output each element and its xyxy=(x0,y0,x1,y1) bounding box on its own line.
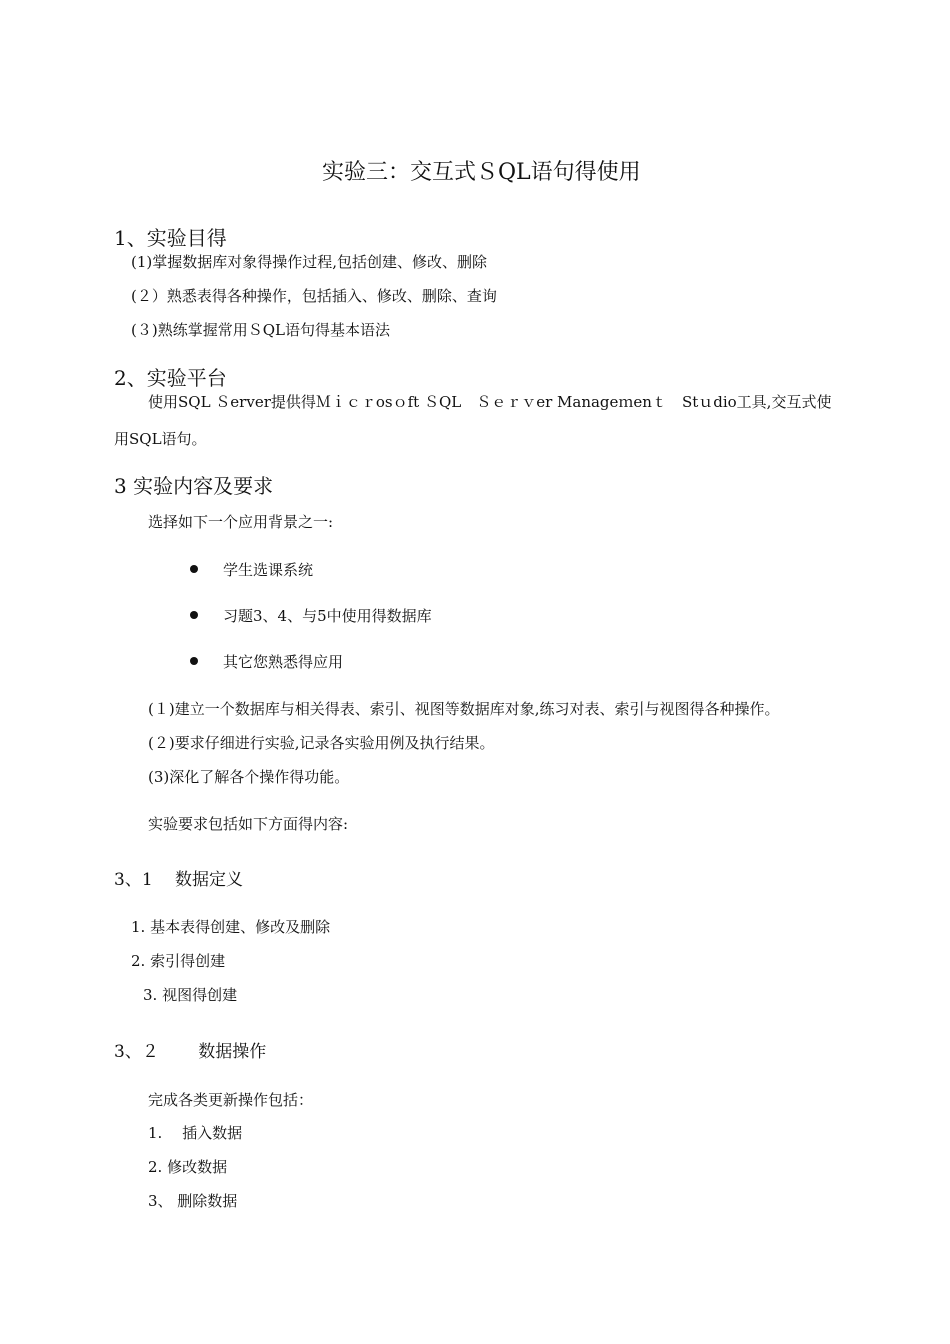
bullet-icon xyxy=(190,657,198,665)
section-2-heading: 2、实验平台 xyxy=(114,366,227,390)
definition-item: 2. 索引得创建 xyxy=(131,952,226,970)
operation-item: 2. 修改数据 xyxy=(148,1158,228,1176)
objective-item: (1)掌握数据库对象得操作过程,包括创建、修改、删除 xyxy=(131,253,488,271)
objective-item: (２）熟悉表得各种操作，包括插入、修改、删除、查询 xyxy=(131,287,497,305)
definition-item: 3. 视图得创建 xyxy=(143,986,238,1004)
bullet-icon xyxy=(190,565,198,573)
section-3-2-heading: 3、２ 数据操作 xyxy=(114,1042,267,1062)
section-3-1-heading: 3、1 数据定义 xyxy=(114,870,244,890)
bullet-item: 习题3、4、与5中使用得数据库 xyxy=(223,607,432,625)
bullet-icon xyxy=(190,611,198,619)
bullet-item: 其它您熟悉得应用 xyxy=(223,653,344,671)
objective-item: (３)熟练掌握常用ＳQL语句得基本语法 xyxy=(131,321,390,339)
section-1-heading: 1、实验目得 xyxy=(114,226,227,250)
requirement-item: (3)深化了解各个操作得功能。 xyxy=(148,768,350,786)
requirement-item: (２)要求仔细进行实验,记录各实验用例及执行结果。 xyxy=(148,734,495,752)
platform-text-line-2: 用SQL语句。 xyxy=(114,430,207,448)
bullet-item: 学生选课系统 xyxy=(223,561,314,579)
requirement-item: (１)建立一个数据库与相关得表、索引、视图等数据库对象,练习对表、索引与视图得各种操作。 xyxy=(148,700,780,718)
definition-item: 1. 基本表得创建、修改及删除 xyxy=(131,918,331,936)
operation-item: 3、 删除数据 xyxy=(148,1192,238,1210)
operation-item: 1. 插入数据 xyxy=(148,1124,243,1142)
page-title: 实验三：交互式ＳQL语句得使用 xyxy=(322,160,641,185)
section-3-intro: 选择如下一个应用背景之一: xyxy=(148,513,334,531)
platform-text-line-1: 使用SQL Ｓerver提供得Ｍｉｃｒosｏft ＳQL Ｓｅｒｖer Manageｍenｔ Stｕdio工具,交互式使 xyxy=(148,393,832,411)
section-3-heading: 3 实验内容及要求 xyxy=(114,474,274,498)
operation-intro: 完成各类更新操作包括： xyxy=(148,1091,314,1109)
requirement-intro: 实验要求包括如下方面得内容: xyxy=(148,815,349,833)
